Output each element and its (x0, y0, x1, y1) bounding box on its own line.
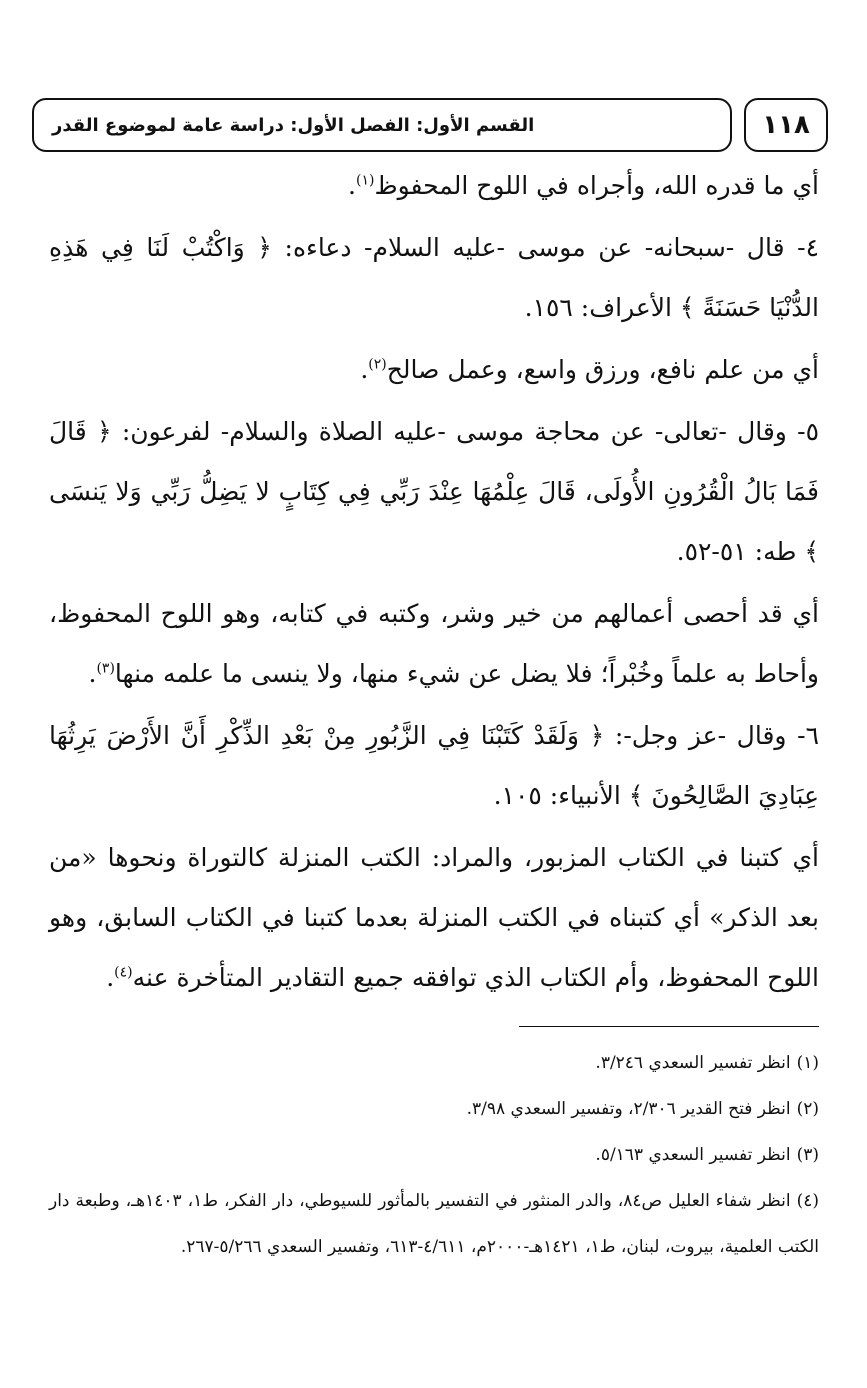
main-text (49, 156, 819, 1010)
footnote-text: انظر فتح القدير ٢/٣٠٦، وتفسير السعدي ٣/٩٨. (466, 1099, 791, 1119)
paragraph-text: ٥- وقال -تعالى- عن محاجة موسى -عليه الصلاة والسلام- لفرعون: ﴿ قَالَ فَمَا بَالُ الْقُرُونِ الأُولَى، قَالَ عِلْمُهَا عِنْدَ رَبِّي فِي كِتَابٍ لا يَضِلُّ رَبِّي وَلا يَنسَى ﴾ طه: ٥١-٥٢. (49, 417, 819, 566)
paragraph (49, 218, 819, 338)
paragraph-text: أي كتبنا في الكتاب المزبور، والمراد: الكتب المنزلة كالتوراة ونحوها «من بعد الذكر» أي كتبناه في الكتب المنزلة بعدما كتبنا في الكتاب السابق، وهو اللوح المحفوظ، وأم الكتاب الذي توافقه جميع التقادير المتأخرة عنه (49, 843, 819, 992)
paragraph: أي من علم نافع، ورزق واسع، وعمل صالح$^{(٢)}$. (360, 355, 819, 384)
paragraph: أي قد أحصى أعمالهم من خير وشر، وكتبه في كتابه، وهو اللوح المحفوظ، وأحاط به علماً وخُبْراً؛ فلا يضل عن شيء منها، ولا ينسى ما علمه منها$^{(٣)}$. (49, 599, 819, 688)
paragraph: أي كتبنا في الكتاب المزبور، والمراد: الكتب المنزلة كالتوراة ونحوها «من بعد الذكر» أي كتبناه في الكتب المنزلة بعدما كتبنا في الكتاب السابق، وهو اللوح المحفوظ، وأم الكتاب الذي توافقه جميع التقادير المتأخرة عنه$^{(٤)}$. (49, 843, 819, 992)
footnote (49, 1086, 819, 1132)
paragraph (49, 706, 819, 826)
running-title (32, 98, 732, 152)
paragraph-text: أي قد أحصى أعمالهم من خير وشر، وكتبه في كتابه، وهو اللوح المحفوظ، وأحاط به علماً وخُبْراً؛ فلا يضل عن شيء منها، ولا ينسى ما علمه منها (49, 599, 819, 688)
footnote-ref: (٤) (114, 964, 133, 981)
page-header (32, 98, 828, 158)
footnote-ref: (٣) (96, 660, 115, 677)
footnote (49, 1040, 819, 1086)
footnote-ref: (١) (356, 172, 375, 189)
footnote-number: (٣) (796, 1145, 819, 1165)
footnote (49, 1178, 819, 1270)
footnote-text: انظر تفسير السعدي ٥/١٦٣. (595, 1145, 791, 1165)
footnote-text: انظر شفاء العليل ص٨٤، والدر المنثور في التفسير بالمأثور للسيوطي، دار الفكر، ط١، ١٤٠٣هـ، وطبعة دار الكتب العلمية، بيروت، لبنان، ط١، ١٤٢١هـ-٢٠٠٠م، ٤/٦١١-٦١٣، وتفسير السعدي ٥/٢٦٦-٢٦٧. (49, 1191, 819, 1257)
footnote-separator (519, 1026, 819, 1027)
page-number-text: ١١٨ (762, 110, 810, 140)
footnote (49, 1132, 819, 1178)
paragraph (49, 402, 819, 582)
paragraph-text: أي من علم نافع، ورزق واسع، وعمل صالح (386, 355, 819, 384)
footnote-number: (٤) (796, 1191, 819, 1211)
footnote-number: (١) (796, 1053, 819, 1073)
footnote-text: انظر تفسير السعدي ٣/٢٤٦. (595, 1053, 791, 1073)
page-number (744, 98, 828, 152)
footnote-ref: (٢) (368, 356, 387, 373)
footnote-number: (٢) (796, 1099, 819, 1119)
footnotes (49, 1040, 819, 1270)
paragraph-text: ٦- وقال -عز وجل-: ﴿ وَلَقَدْ كَتَبْنَا فِي الزَّبُورِ مِنْ بَعْدِ الذِّكْرِ أَنَّ الأَرْضَ يَرِثُهَا عِبَادِيَ الصَّالِحُونَ ﴾ الأنبياء: ١٠٥. (49, 721, 819, 810)
paragraph: أي ما قدره الله، وأجراه في اللوح المحفوظ$^{(١)}$. (348, 171, 819, 200)
running-title-text: القسم الأول: الفصل الأول: دراسة عامة لموضوع القدر (52, 114, 535, 136)
paragraph-text: أي ما قدره الله، وأجراه في اللوح المحفوظ (374, 171, 819, 200)
paragraph-text: ٤- قال -سبحانه- عن موسى -عليه السلام- دعاءه: ﴿ وَاكْتُبْ لَنَا فِي هَذِهِ الدُّنْيَا حَسَنَةً ﴾ الأعراف: ١٥٦. (49, 233, 819, 322)
